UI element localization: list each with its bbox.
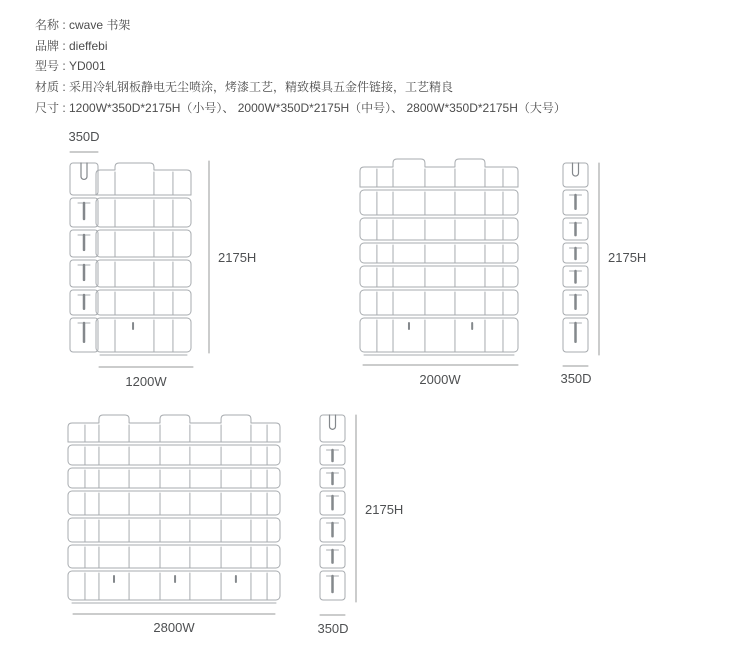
side-view-small bbox=[70, 163, 98, 352]
shelf-drawing-small bbox=[70, 152, 209, 367]
side-view-medium bbox=[563, 163, 588, 352]
spec-line-name: 名称 : cwave 书架 bbox=[35, 18, 131, 32]
dim-label-width-large: 2800W bbox=[153, 620, 195, 635]
shelf-drawing-medium bbox=[360, 159, 599, 366]
front-view-large bbox=[68, 415, 280, 603]
side-view-large bbox=[320, 415, 345, 600]
spec-line-material: 材质 : 采用冷轧钢板静电无尘喷涂，烤漆工艺，精致模具五金件链接，工艺精良 bbox=[35, 80, 454, 95]
dim-label-depth-medium: 350D bbox=[560, 371, 592, 386]
spec-line-sizes: 尺寸 : 1200W*350D*2175H（小号）、 2000W*350D*2175H（中号）、 2800W*350D*2175H（大号） bbox=[35, 100, 566, 115]
front-view-small bbox=[96, 163, 191, 355]
front-view-medium bbox=[360, 159, 518, 355]
dim-label-height-medium: 2175H bbox=[608, 250, 647, 265]
dim-label-depth-large: 350D bbox=[317, 621, 349, 636]
dim-label-width-medium: 2000W bbox=[419, 372, 461, 387]
dim-label-width-small: 1200W bbox=[125, 374, 167, 389]
dim-label-depth-small: 350D bbox=[68, 129, 100, 144]
shelf-drawing-large bbox=[68, 415, 356, 615]
dim-label-height-large: 2175H bbox=[365, 502, 404, 517]
dim-label-height-small: 2175H bbox=[218, 250, 257, 265]
spec-line-brand: 品牌 : dieffebi bbox=[35, 38, 108, 53]
spec-line-model: 型号 : YD001 bbox=[35, 59, 106, 74]
dimension-lines-medium bbox=[363, 163, 599, 366]
